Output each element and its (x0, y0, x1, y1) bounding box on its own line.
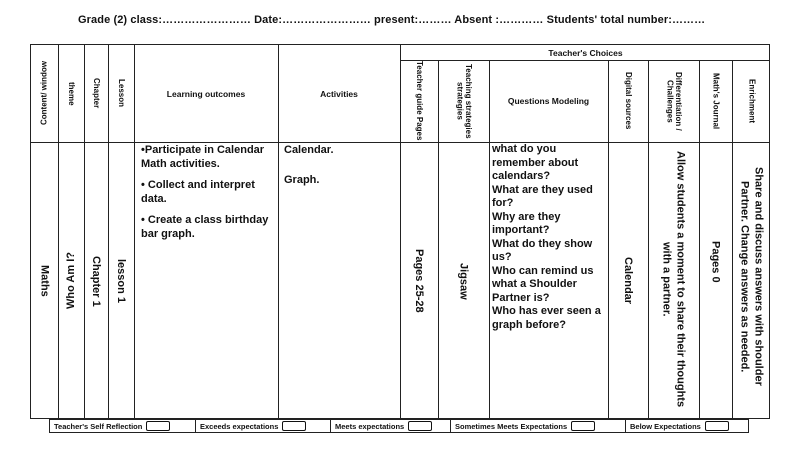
question-item: Why are they important? (492, 210, 561, 236)
activity-item: Graph. (284, 174, 320, 186)
sometimes-field (451, 420, 626, 432)
activity-item: Calendar. (284, 144, 334, 156)
sometimes-label: Sometimes Meets Expectations (455, 421, 568, 431)
header-enrichment: Enrichment (747, 78, 757, 123)
maths-journal-value: Pages 0 (709, 241, 722, 283)
sometimes-checkbox[interactable] (571, 421, 595, 431)
question-item: What are they used for? (492, 183, 593, 209)
self-reflection-label: Teacher's Self Reflection (54, 421, 143, 431)
header-learning-outcomes: Learning outcomes (166, 88, 246, 99)
header-questions-modeling: Questions Modeling (507, 96, 590, 106)
header-teacher-guide-pages: Teacher guide Pages (415, 61, 425, 141)
questions-list (492, 143, 606, 343)
meets-label: Meets expectations (335, 421, 405, 431)
question-item: Who can remind us what a Shoulder Partner is? (492, 264, 594, 304)
header-content-window: Content/ window (39, 61, 49, 126)
digital-sources-value: Calendar (622, 257, 634, 305)
header-teachers-choices: Teacher's Choices (548, 47, 623, 58)
question-item: What do they show us? (492, 237, 593, 263)
lesson-plan-table (30, 44, 770, 419)
learning-outcomes-list (141, 143, 273, 303)
outcome-item: • Collect and interpret data. (141, 179, 255, 205)
question-item: Who has ever seen a graph before? (492, 305, 601, 331)
lesson-value: lesson 1 (115, 258, 127, 304)
outcome-item: •Participate in Calendar Math activities. (141, 144, 265, 170)
exceeds-checkbox[interactable] (282, 421, 306, 431)
header-digital-sources: Digital sources (624, 72, 634, 130)
differentiation-value: Allow students a moment to share their thoughts with a partner. (660, 150, 687, 408)
activities-list (284, 143, 396, 203)
header-activities: Activities (320, 88, 358, 99)
header-maths-journal: Math's Journal (711, 72, 721, 130)
question-item: what do you remember about calendars? (492, 143, 579, 182)
meets-field (331, 420, 451, 432)
header-chapter: Chapter (92, 78, 102, 109)
teaching-strategy-value: Jigsaw (457, 262, 470, 300)
meets-checkbox[interactable] (408, 421, 432, 431)
below-field (626, 420, 748, 432)
below-checkbox[interactable] (705, 421, 729, 431)
header-lesson: Lesson (117, 79, 127, 108)
content-window-value: Maths (38, 265, 51, 297)
chapter-value: Chapter 1 (90, 255, 102, 307)
exceeds-label: Exceeds expectations (200, 421, 279, 431)
enrichment-value: Share and discuss answers with shoulder Partner. Change answers as needed. (738, 167, 765, 386)
theme-value: Who Am I? (65, 252, 77, 310)
header-theme: theme (67, 81, 77, 106)
outcome-item: • Create a class birthday bar graph. (141, 214, 269, 240)
self-reflection-field (50, 420, 196, 432)
lesson-info-header: Grade (2) class:…………………… Date:…………………… present:……… Absent :………… Students' total number:……… (78, 14, 706, 26)
self-reflection-checkbox[interactable] (146, 421, 170, 431)
below-label: Below Expectations (630, 421, 701, 431)
teacher-guide-pages-value: Pages 25-28 (413, 249, 425, 313)
self-reflection-bar (49, 419, 749, 433)
header-differentiation: Differentiation / Challenges (665, 71, 683, 131)
header-teaching-strategies: Teaching strategies strategies (455, 63, 473, 139)
exceeds-field (196, 420, 331, 432)
